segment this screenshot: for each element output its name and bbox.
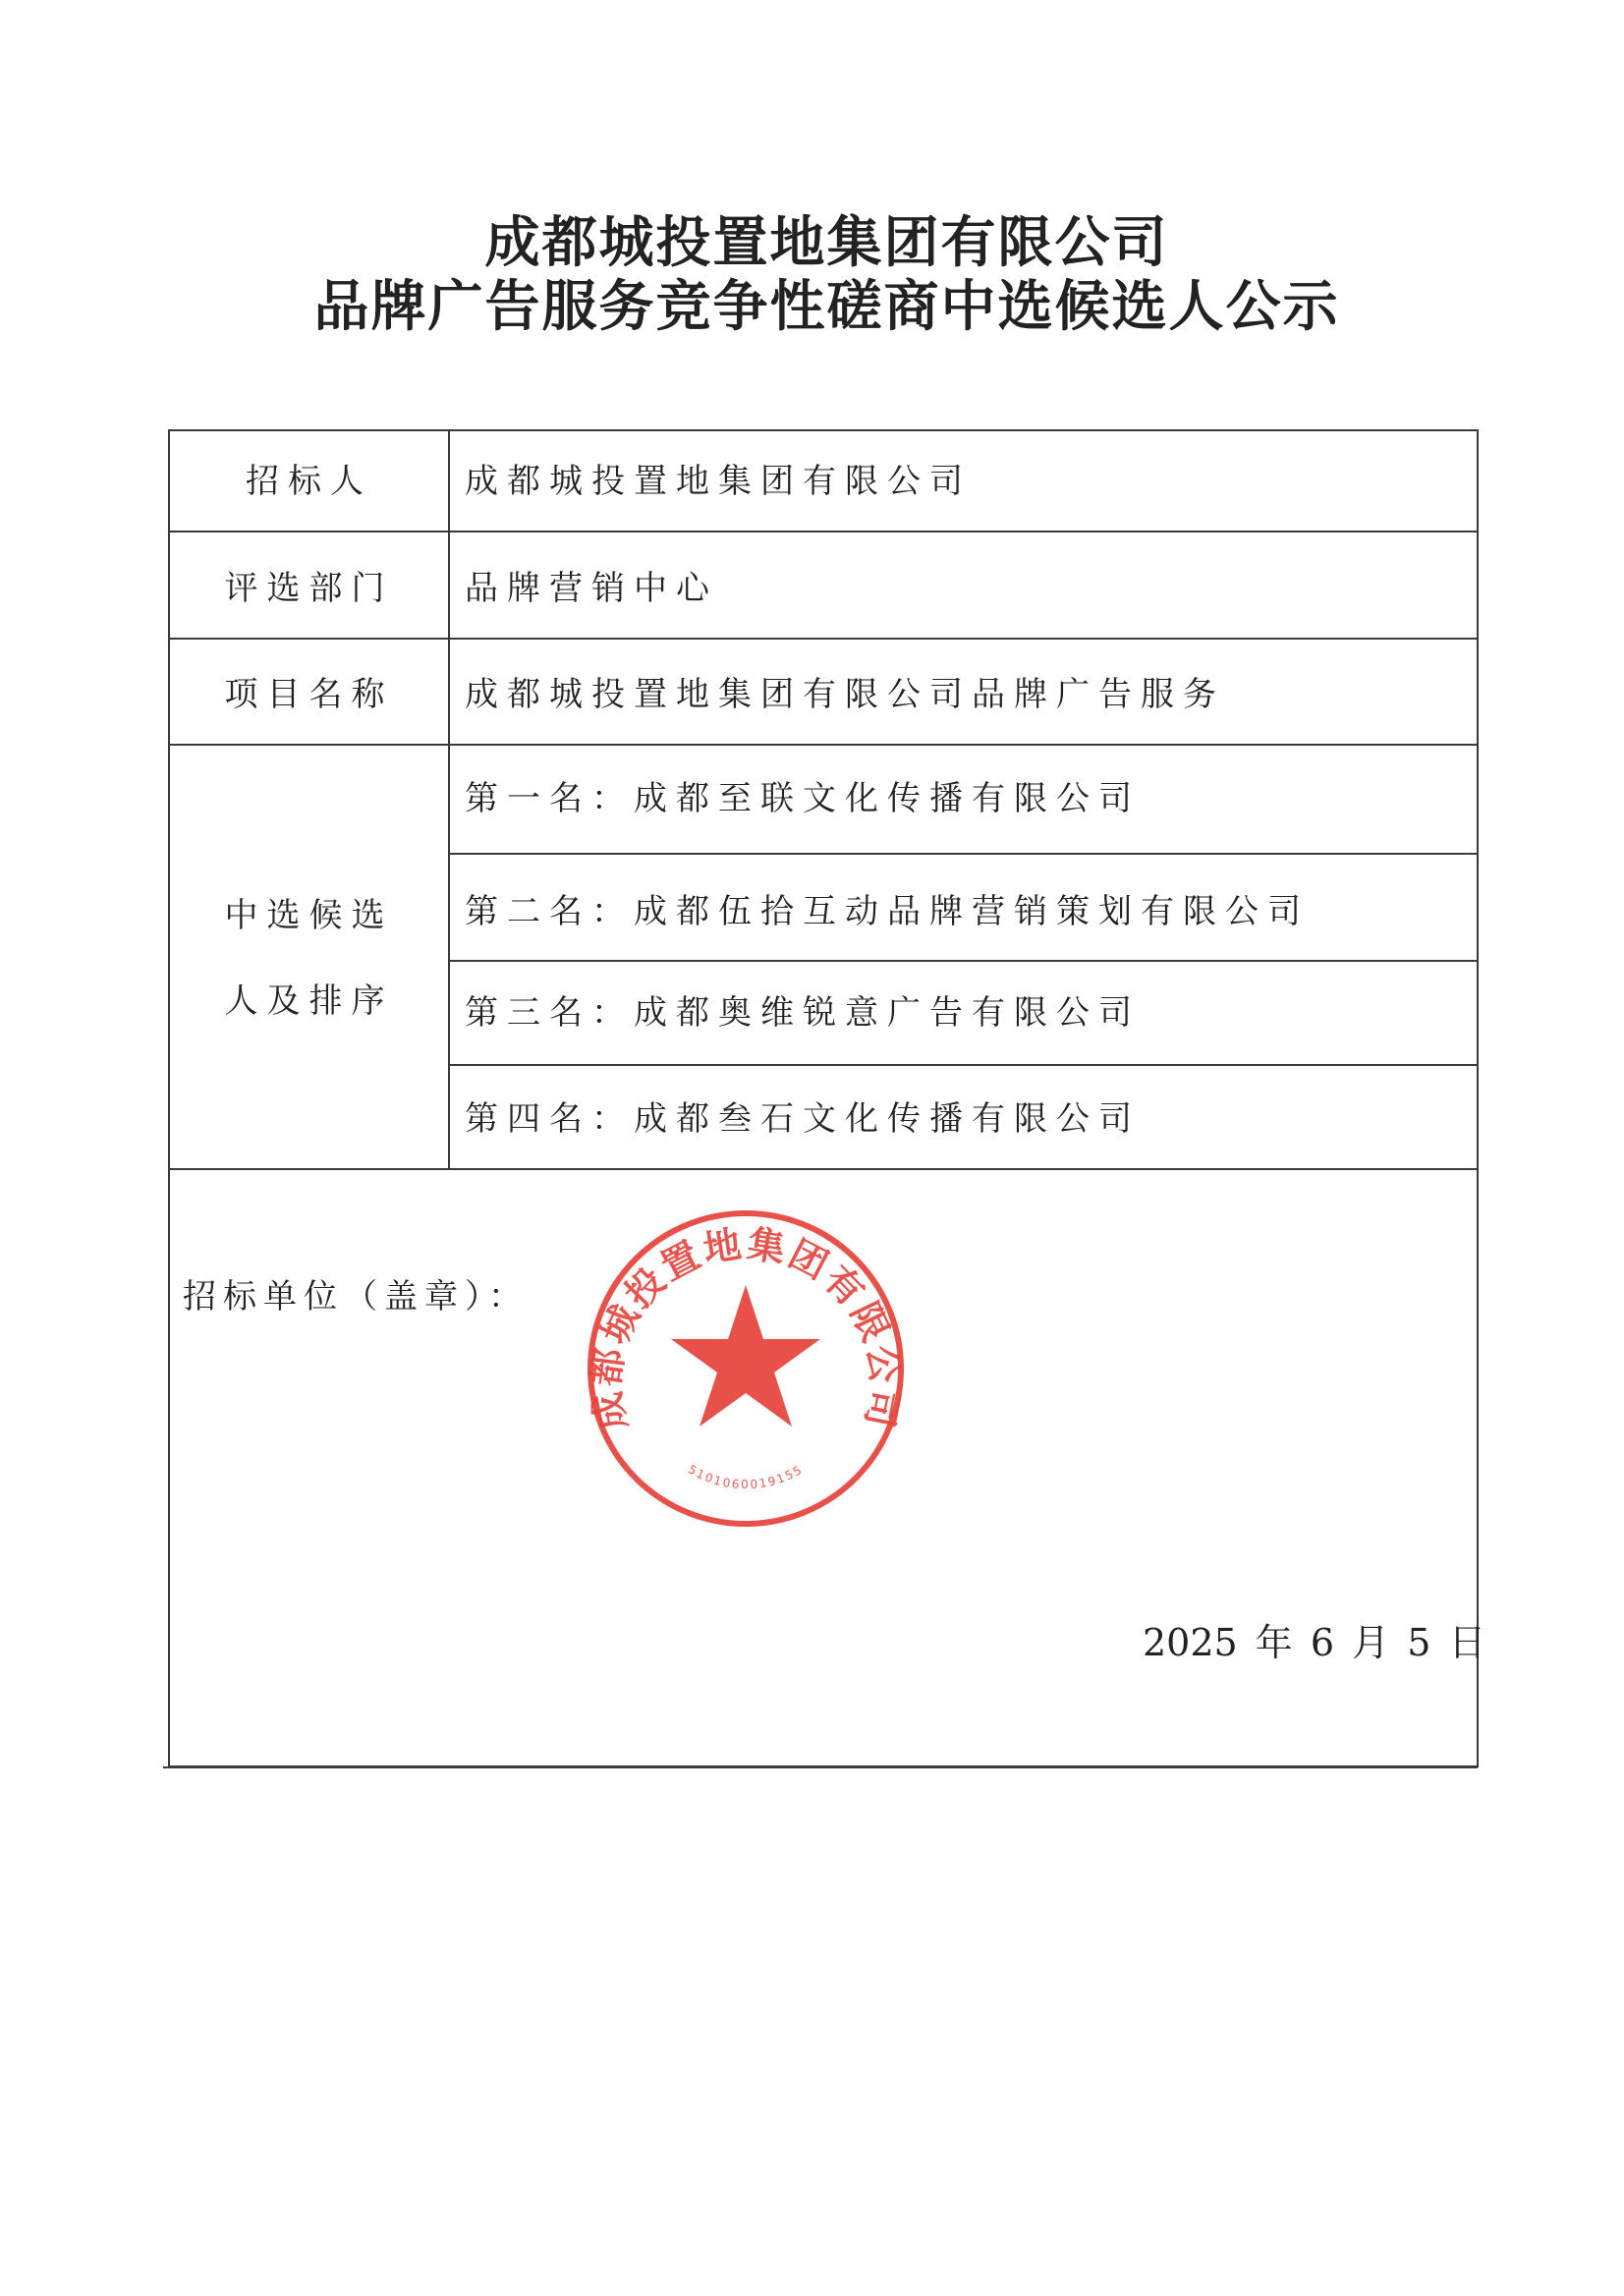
label-candidates-line2: 人及排序 <box>224 981 394 1021</box>
company-seal-icon <box>584 1206 908 1531</box>
candidate-name: 成都至联文化传播有限公司 <box>634 779 1141 818</box>
row-divider <box>170 531 1477 532</box>
document-title-line2: 品牌广告服务竞争性磋商中选候选人公示 <box>313 274 1340 339</box>
candidate-name: 成都奥维锐意广告有限公司 <box>634 993 1141 1033</box>
row-divider <box>170 1168 1477 1170</box>
candidate-rank-2 <box>465 892 1310 931</box>
label-candidates-line1: 中选候选 <box>224 896 394 935</box>
table-bottom-border <box>163 1766 1478 1768</box>
column-divider <box>448 431 450 1170</box>
seal-text: 成都城投置地集团有限公司 <box>584 1221 908 1434</box>
candidate-rank-1 <box>465 779 1141 818</box>
row-divider <box>170 744 1477 746</box>
row-divider <box>170 638 1477 640</box>
announcement-table <box>168 429 1479 1767</box>
sub-row-divider <box>448 853 1477 855</box>
sub-row-divider <box>448 960 1477 962</box>
document-title-line1: 成都城投置地集团有限公司 <box>484 210 1169 275</box>
signature-label: 招标单位（盖章）： <box>183 1277 529 1316</box>
svg-text:5101060019155 <box>686 1462 806 1491</box>
candidate-rank-3 <box>465 993 1141 1033</box>
value-project-name: 成都城投置地集团有限公司品牌广告服务 <box>465 675 1225 714</box>
rank-label: 第一名： <box>465 779 634 818</box>
rank-label: 第三名： <box>465 993 634 1033</box>
label-project-name: 项目名称 <box>224 675 394 714</box>
rank-label: 第二名： <box>465 892 634 931</box>
value-tenderer: 成都城投置地集团有限公司 <box>465 462 972 501</box>
label-tenderer: 招标人 <box>246 462 372 501</box>
candidate-name: 成都叁石文化传播有限公司 <box>634 1099 1141 1139</box>
candidate-name: 成都伍拾互动品牌营销策划有限公司 <box>634 892 1310 931</box>
rank-label: 第四名： <box>465 1099 634 1139</box>
candidate-rank-4 <box>465 1099 1141 1139</box>
signature-date: 2025 年 6 月 5 日 <box>1143 1621 1486 1664</box>
sub-row-divider <box>448 1064 1477 1066</box>
seal-code: 5101060019155 <box>686 1462 806 1492</box>
label-department: 评选部门 <box>224 569 394 608</box>
value-department: 品牌营销中心 <box>465 569 718 608</box>
star-icon <box>671 1285 820 1427</box>
